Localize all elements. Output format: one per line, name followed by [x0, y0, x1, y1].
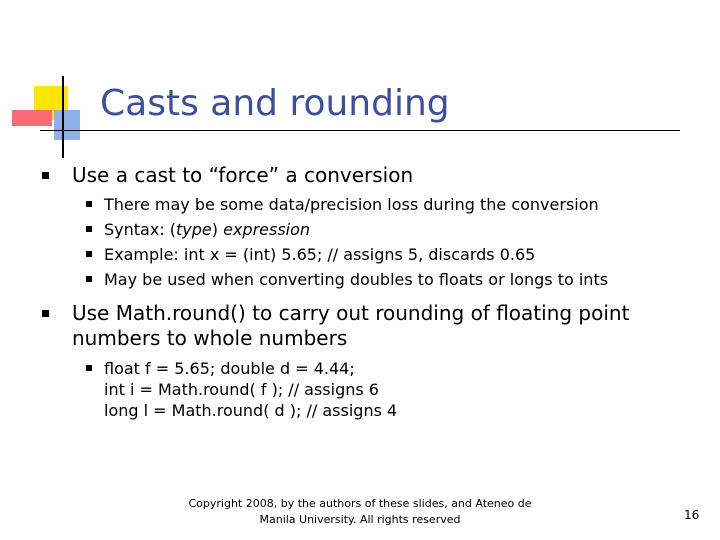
- code-line-1: float f = 5.65; double d = 4.44;: [104, 359, 355, 378]
- title-underline: [40, 130, 680, 131]
- blue-decor-square: [54, 110, 80, 140]
- syntax-type: type: [176, 220, 212, 239]
- vertical-rule: [62, 76, 64, 158]
- code-line-3: long l = Math.round( d ); // assigns 4: [104, 401, 398, 420]
- sub-bullet-marker: [86, 365, 92, 371]
- sub-bullet-precision-loss: There may be some data/precision loss during the conversion: [104, 195, 599, 214]
- bullet-cast: Use a cast to “force” a conversion: [72, 163, 414, 187]
- slide-title: Casts and rounding: [100, 83, 450, 124]
- sub-bullet-marker: [86, 201, 92, 207]
- syntax-expression: expression: [223, 220, 311, 239]
- sub-bullet-example: Example: int x = (int) 5.65; // assigns 5, discards 0.65: [104, 245, 536, 264]
- page-number: 16: [684, 508, 700, 522]
- bullet-math-round-line2: numbers to whole numbers: [72, 326, 348, 350]
- sub-bullet-marker: [86, 226, 92, 232]
- code-line-2: int i = Math.round( f ); // assigns 6: [104, 380, 379, 399]
- bullet-marker: [42, 172, 49, 179]
- sub-bullet-syntax: [104, 219, 310, 240]
- syntax-label: Syntax: (: [104, 220, 177, 239]
- sub-bullet-marker: [86, 251, 92, 257]
- sub-bullet-when-used: May be used when converting doubles to floats or longs to ints: [104, 270, 609, 289]
- bullet-marker: [42, 310, 49, 317]
- bullet-math-round-line1: Use Math.round() to carry out rounding of floating point: [72, 301, 630, 325]
- sub-bullet-marker: [86, 276, 92, 282]
- red-decor-bar: [12, 110, 52, 126]
- copyright-footer: [150, 496, 570, 528]
- footer-line-2: Manila University. All rights reserved: [259, 513, 461, 526]
- footer-line-1: Copyright 2008, by the authors of these slides, and Ateneo de: [188, 497, 532, 510]
- syntax-mid: ): [211, 220, 224, 239]
